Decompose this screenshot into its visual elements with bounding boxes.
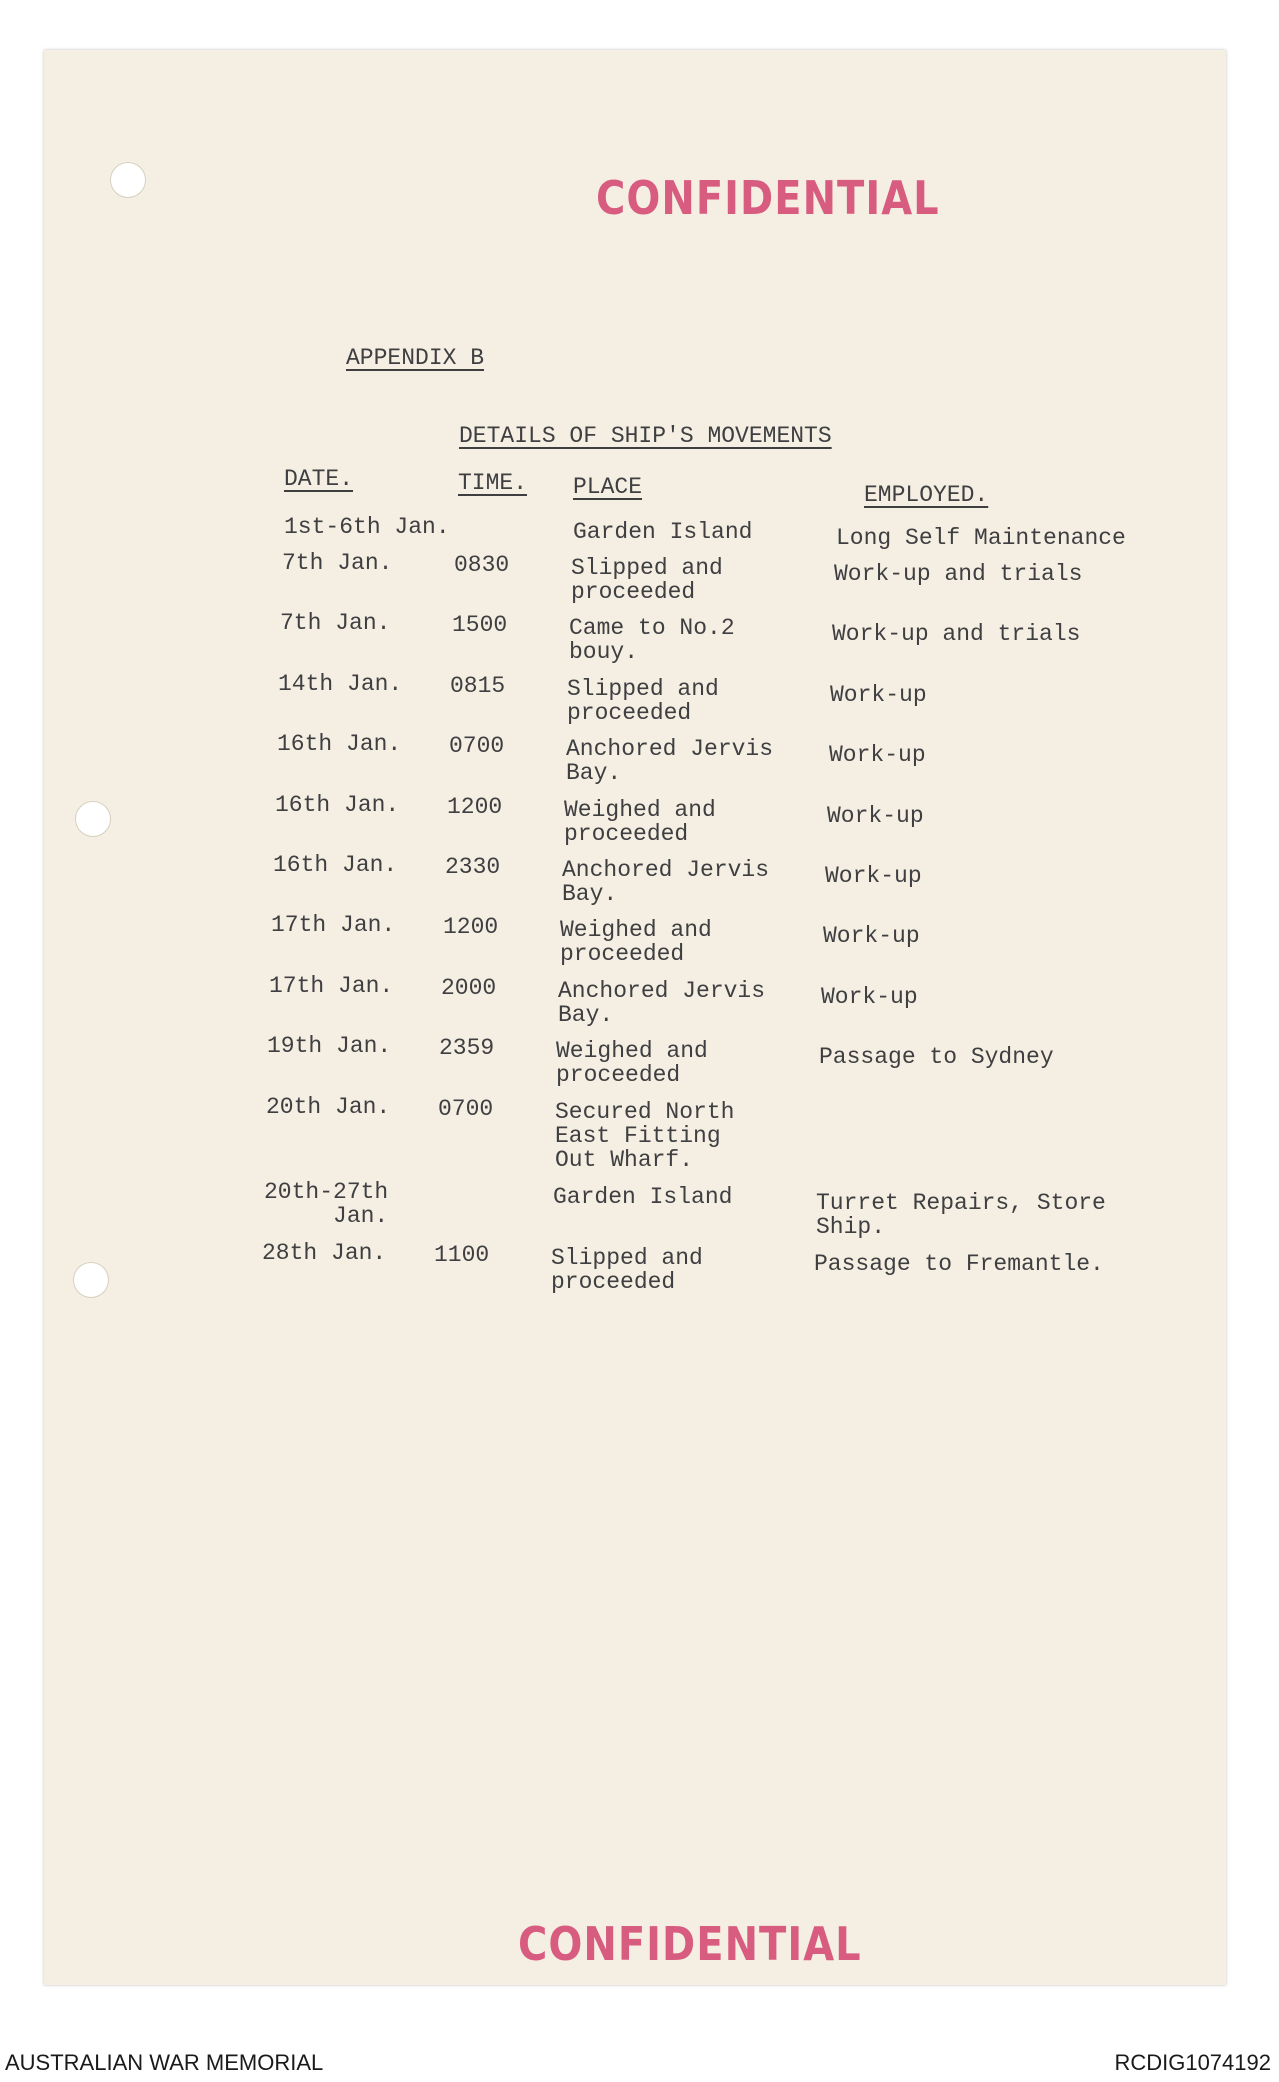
- document-title: DETAILS OF SHIP'S MOVEMENTS: [459, 423, 832, 449]
- cell-place: Garden Island: [553, 1184, 733, 1210]
- cell-date: 20th-27th Jan.: [264, 1179, 389, 1229]
- cell-employed: Work-up: [827, 803, 924, 829]
- cell-employed: Long Self Maintenance: [836, 525, 1126, 551]
- cell-place: Slipped and proceeded: [571, 555, 723, 605]
- cell-employed: Work-up and trials: [832, 621, 1081, 647]
- header-date: DATE.: [284, 466, 354, 492]
- header-time: TIME.: [458, 470, 528, 496]
- cell-date: 19th Jan.: [267, 1033, 392, 1059]
- cell-place: Anchored Jervis Bay.: [558, 978, 766, 1028]
- punch-hole: [73, 1262, 109, 1298]
- cell-time: 2359: [439, 1035, 495, 1061]
- appendix-heading: APPENDIX B: [346, 345, 485, 371]
- header-place: PLACE: [573, 474, 643, 500]
- cell-date: 28th Jan.: [262, 1240, 387, 1266]
- cell-date: 20th Jan.: [266, 1094, 391, 1120]
- cell-date: 16th Jan.: [277, 731, 402, 757]
- cell-date: 14th Jan.: [278, 671, 403, 697]
- cell-employed: Work-up: [829, 742, 926, 768]
- cell-employed: Work-up: [821, 984, 918, 1010]
- cell-place: Came to No.2 bouy.: [569, 615, 735, 665]
- punch-hole: [75, 801, 111, 837]
- punch-hole: [110, 162, 146, 198]
- cell-place: Secured North East Fitting Out Wharf.: [555, 1099, 735, 1173]
- cell-employed: Passage to Sydney: [819, 1044, 1054, 1070]
- confidential-stamp-top: CONFIDENTIAL: [596, 172, 940, 226]
- cell-place: Anchored Jervis Bay.: [566, 736, 774, 786]
- confidential-stamp-bottom: CONFIDENTIAL: [518, 1918, 862, 1972]
- cell-employed: Work-up: [823, 923, 920, 949]
- cell-date: 1st-6th Jan.: [284, 514, 450, 540]
- cell-date: 16th Jan.: [273, 852, 398, 878]
- cell-place: Weighed and proceeded: [564, 797, 716, 847]
- cell-date: 17th Jan.: [269, 973, 394, 999]
- cell-date: 7th Jan.: [282, 550, 393, 576]
- cell-employed: Turret Repairs, Store Ship.: [816, 1190, 1106, 1240]
- cell-time: 0815: [450, 673, 506, 699]
- cell-place: Weighed and proceeded: [556, 1038, 708, 1088]
- cell-employed: Work-up and trials: [834, 561, 1083, 587]
- cell-place: Garden Island: [573, 519, 753, 545]
- cell-time: 1200: [443, 914, 499, 940]
- cell-place: Slipped and proceeded: [551, 1245, 703, 1295]
- archive-reference: RCDIG1074192: [1114, 2050, 1271, 2075]
- archive-credit: AUSTRALIAN WAR MEMORIAL: [5, 2050, 324, 2075]
- cell-employed: Work-up: [825, 863, 922, 889]
- cell-date: 16th Jan.: [275, 792, 400, 818]
- cell-time: 0700: [438, 1096, 494, 1122]
- cell-time: 1500: [452, 612, 508, 638]
- cell-time: 2330: [445, 854, 501, 880]
- cell-date: 17th Jan.: [271, 912, 396, 938]
- cell-time: 2000: [441, 975, 497, 1001]
- cell-time: 1200: [447, 794, 503, 820]
- cell-employed: Work-up: [830, 682, 927, 708]
- cell-place: Slipped and proceeded: [567, 676, 719, 726]
- cell-date: 7th Jan.: [280, 610, 391, 636]
- cell-employed: Passage to Fremantle.: [814, 1251, 1104, 1277]
- header-employed: EMPLOYED.: [864, 482, 989, 508]
- cell-place: Anchored Jervis Bay.: [562, 857, 770, 907]
- cell-time: 0830: [454, 552, 510, 578]
- cell-time: 0700: [449, 733, 505, 759]
- cell-time: 1100: [434, 1242, 490, 1268]
- cell-place: Weighed and proceeded: [560, 917, 712, 967]
